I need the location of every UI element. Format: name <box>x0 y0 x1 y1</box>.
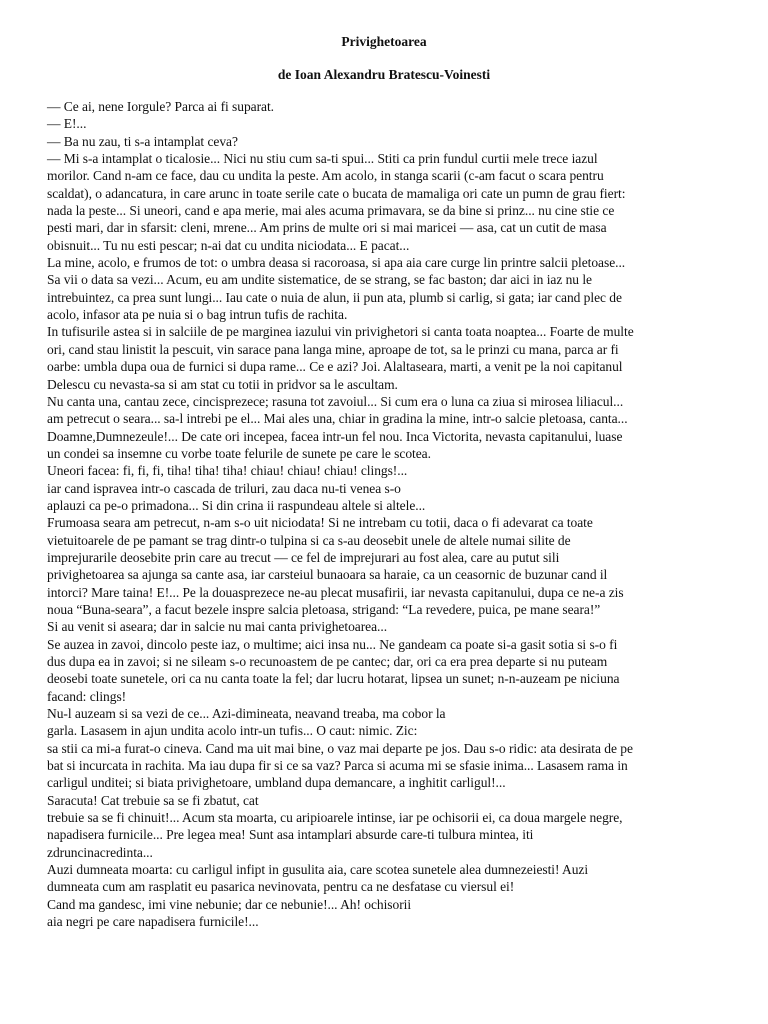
text-line: un condei sa insemne cu vorbe toate felurile de sunete pe care le scotea. <box>47 445 431 461</box>
text-line: trebuie sa se fi chinuit!... Acum sta moarta, cu aripioarele intinse, iar pe ochisorii ei, ca doua margele negre, <box>47 810 623 826</box>
text-line: Sa vii o data sa vezi... Acum, eu am undite sistematice, de se strang, se fac baston; dar aici in iaz nu le <box>47 272 592 288</box>
text-line: facand: clings! <box>47 688 127 704</box>
text-line: garla. Lasasem in ajun undita acolo intr-un tufis... O caut: nimic. Zic: <box>47 723 418 739</box>
text-line: La mine, acolo, e frumos de tot: o umbra deasa si racoroasa, si apa aia care curge lin printre salcii pletoase... <box>47 255 626 271</box>
text-line: imprejurarile deosebite prin care au trecut — ce fel de imprejurari au fost alea, care au putut sili <box>47 549 560 565</box>
text-line: carligul unditei; si biata privighetoare, umbland dupa demancare, a inghitit carligul!... <box>47 775 506 791</box>
text-line: aia negri pe care napadisera furnicile!... <box>47 914 259 930</box>
text-line: ori, cand stau linistit la pescuit, vin sarace pana langa mine, aproape de tot, sa le prinzi cu mana, parca ar fi <box>47 341 619 357</box>
text-line: deosebi toate sunetele, ori ca nu canta toate la fel; dar lucru hotarat, lipsea un sunet; n-n-auzeam pe niciuna <box>47 671 620 687</box>
text-line: bat si incurcata in rachita. Ma iau dupa fir si ce sa vaz? Parca si acuma mi se sfasie inima... Lasasem rama in <box>47 758 628 774</box>
story-text <box>47 98 737 931</box>
text-line: Nu canta una, cantau zece, cincisprezece; rasuna tot zavoiul... Si cum era o luna ca ziua si mirosea liliacul... <box>47 393 624 409</box>
text-line: pesti mari, dar in sfarsit: cleni, mrene... Am prins de multe ori si mai maricei — asa, cat un cutit de masa <box>47 220 607 236</box>
text-line: Saracuta! Cat trebuie sa se fi zbatut, cat <box>47 792 259 808</box>
text-line: obisnuit... Tu nu esti pescar; n-ai dat cu undita niciodata... E pacat... <box>47 237 410 253</box>
text-line: iar cand ispravea intr-o cascada de triluri, zau daca nu-ti venea s-o <box>47 480 401 496</box>
text-line: Doamne,Dumnezeule!... De cate ori incepea, facea intr-un fel nou. Inca Victorita, nevasta capitanului, luase <box>47 428 623 444</box>
text-line: sa stii ca mi-a furat-o cineva. Cand ma uit mai bine, o vaz mai departe pe jos. Dau s-o ridic: ata desirata de pe <box>47 740 633 756</box>
text-line: privighetoarea sa ajunga sa cante asa, iar carsteiul bunaoara sa haraie, ca un ceasornic de buzunar cand il <box>47 567 608 583</box>
text-line: morilor. Cand n-am ce face, dau cu undita la peste. Am acolo, in stanga scarii (c-am facut o scara pentru <box>47 168 604 184</box>
text-line: dus dupa ea in zavoi; si ne sileam s-o recunoastem de pe cantec; dar, ori ca era prea departe si nu puteam <box>47 654 608 669</box>
text-line: Auzi dumneata moarta: cu carligul infipt in gusulita aia, care scotea sunetele alea dumnezeiesti! Auzi <box>47 862 589 878</box>
document-title: Privighetoarea <box>341 34 427 49</box>
text-line: In tufisurile astea si in salciile de pe marginea iazului vin privighetori si canta toata noaptea... Foarte de multe <box>47 324 634 340</box>
text-line: intorci? Mare taina! E!... Pe la douasprezece ne-au plecat musafirii, iar nevasta capitanului, dupa ce ne-a zis <box>47 584 624 600</box>
text-line: Delescu cu nevasta-sa si am stat cu totii in pridvor sa le ascultam. <box>47 376 398 392</box>
text-line: Uneori facea: fi, fi, fi, tiha! tiha! tiha! chiau! chiau! chiau! clings!... <box>47 463 408 479</box>
text-line: noua “Buna-seara”, a facut bezele inspre salcia pletoasa, strigand: “La revedere, puica, pe mane seara!” <box>47 601 601 617</box>
text-line: zdruncinacredinta... <box>47 844 153 860</box>
text-line: intrebuintez, ca prea sunt lungi... Iau cate o nuia de alun, ii pun ata, plumb si carlig, si gata; iar cand plec de <box>47 289 622 305</box>
text-line: — Ce ai, nene Iorgule? Parca ai fi suparat. <box>47 99 275 114</box>
text-line: Si au venit si aseara; dar in salcie nu mai canta privighetoarea... <box>47 619 388 635</box>
text-line: — E!... <box>47 116 87 132</box>
text-line: acolo, infasor ata pe nuia si o bag intrun tufis de rachita. <box>47 307 348 323</box>
text-line: — Ba nu zau, ti s-a intamplat ceva? <box>47 133 238 149</box>
text-line: aplauzi ca pe-o primadona... Si din crina ii raspundeau altele si altele... <box>47 497 426 513</box>
text-line: nada la peste... Si uneori, cand e apa merie, mai ales acuma primavara, se da bine si prinz... nu cine stie ce <box>47 203 615 219</box>
text-line: scaldat), o adancatura, in care arunc in toate serile cate o bucata de mamaliga ori cate un pumn de grau fiert: <box>47 185 626 201</box>
text-line: dumneata cum am rasplatit eu pasarica nevinovata, pentru ca ne desfatase cu viersul ei! <box>47 879 515 895</box>
text-line: am petrecut o seara... sa-l intrebi pe el... Mai ales una, chiar in gradina la mine, intr-o salcie pletoasa, canta... <box>47 411 628 427</box>
text-line: Se auzea in zavoi, dincolo peste iaz, o multime; aici insa nu... Ne gandeam ca poate si-a gasit sotia si s-o fi <box>47 636 618 652</box>
author-line: de Ioan Alexandru Bratescu-Voinesti <box>277 67 491 82</box>
text-line: vietuitoarele de pe pamant se trag dintr-o tulpina si ca s-au deosebit unele de altele numai silite de <box>47 532 571 548</box>
text-line: Frumoasa seara am petrecut, n-am s-o uit niciodata! Si ne intrebam cu totii, daca o fi adevarat ca toate <box>47 515 593 531</box>
text-line: oarbe: umbla dupa oua de furnici si dupa rame... Ce e azi? Joi. Alaltaseara, marti, a venit pe la noi capitanul <box>47 359 623 375</box>
text-line: napadisera furnicile... Pre legea mea! Sunt asa intamplari absurde care-ti tulbura mintea, iti <box>47 827 534 843</box>
text-line: Nu-l auzeam si sa vezi de ce... Azi-dimineata, neavand treaba, ma cobor la <box>47 706 446 722</box>
text-line: — Mi s-a intamplat o ticalosie... Nici nu stiu cum sa-ti spui... Stiti ca prin fundul curtii mele trece iazul <box>47 151 598 167</box>
text-line: Cand ma gandesc, imi vine nebunie; dar ce nebunie!... Ah! ochisorii <box>47 896 412 912</box>
